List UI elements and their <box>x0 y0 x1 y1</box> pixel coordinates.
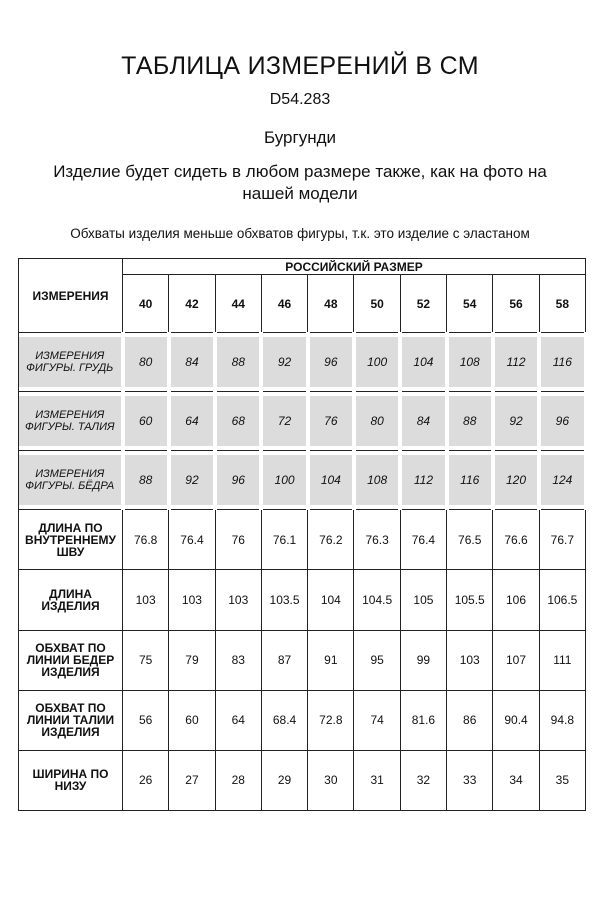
figure-measurement-row <box>19 451 586 510</box>
row-label: ИЗМЕРЕНИЯ ФИГУРЫ. ТАЛИЯ <box>19 392 123 451</box>
measurement-cell: 80 <box>123 333 169 392</box>
measurement-cell: 105.5 <box>447 570 493 630</box>
size-44: 44 <box>215 275 261 333</box>
measurement-cell: 96 <box>215 451 261 510</box>
measurement-cell: 76.1 <box>261 510 307 570</box>
measurement-cell: 32 <box>400 750 446 810</box>
measurement-cell: 76.6 <box>493 510 539 570</box>
measurement-cell: 68.4 <box>261 690 307 750</box>
measurement-cell: 90.4 <box>493 690 539 750</box>
measurement-cell: 116 <box>447 451 493 510</box>
row-label: ОБХВАТ ПО ЛИНИИ БЕДЕР ИЗДЕЛИЯ <box>19 630 123 690</box>
size-52: 52 <box>400 275 446 333</box>
measurement-cell: 104.5 <box>354 570 400 630</box>
garment-measurement-row <box>19 750 586 810</box>
measurement-cell: 60 <box>123 392 169 451</box>
measurement-cell: 84 <box>400 392 446 451</box>
measurement-cell: 120 <box>493 451 539 510</box>
measurement-cell: 76.5 <box>447 510 493 570</box>
measurement-cell: 76.7 <box>539 510 585 570</box>
row-label: ИЗМЕРЕНИЯ ФИГУРЫ. БЁДРА <box>19 451 123 510</box>
measurement-cell: 68 <box>215 392 261 451</box>
size-46: 46 <box>261 275 307 333</box>
measurement-cell: 96 <box>308 333 354 392</box>
measurement-cell: 76.4 <box>400 510 446 570</box>
measurement-cell: 29 <box>261 750 307 810</box>
measurement-cell: 94.8 <box>539 690 585 750</box>
garment-measurement-row <box>19 570 586 630</box>
measurement-cell: 26 <box>123 750 169 810</box>
measurement-cell: 104 <box>308 451 354 510</box>
measurement-cell: 56 <box>123 690 169 750</box>
measurement-cell: 76.2 <box>308 510 354 570</box>
size-table <box>18 258 588 811</box>
measurement-cell: 103 <box>123 570 169 630</box>
measurement-cell: 92 <box>261 333 307 392</box>
row-label: ОБХВАТ ПО ЛИНИИ ТАЛИИ ИЗДЕЛИЯ <box>19 690 123 750</box>
measurement-cell: 88 <box>215 333 261 392</box>
measurement-cell: 106 <box>493 570 539 630</box>
size-48: 48 <box>308 275 354 333</box>
size-42: 42 <box>169 275 215 333</box>
measurement-cell: 79 <box>169 630 215 690</box>
measurement-cell: 108 <box>354 451 400 510</box>
measurement-cell: 35 <box>539 750 585 810</box>
figure-measurement-row <box>19 392 586 451</box>
measurement-cell: 27 <box>169 750 215 810</box>
measurement-cell: 100 <box>261 451 307 510</box>
measurement-cell: 88 <box>123 451 169 510</box>
measurement-cell: 64 <box>169 392 215 451</box>
measurement-cell: 91 <box>308 630 354 690</box>
size-58: 58 <box>539 275 585 333</box>
measurement-cell: 83 <box>215 630 261 690</box>
measurement-cell: 104 <box>400 333 446 392</box>
measurement-cell: 92 <box>493 392 539 451</box>
measurement-cell: 87 <box>261 630 307 690</box>
measurement-cell: 75 <box>123 630 169 690</box>
garment-measurement-row <box>19 690 586 750</box>
measurement-cell: 95 <box>354 630 400 690</box>
measurement-cell: 106.5 <box>539 570 585 630</box>
measurement-cell: 112 <box>493 333 539 392</box>
measurement-cell: 88 <box>447 392 493 451</box>
size-50: 50 <box>354 275 400 333</box>
stretch-note: Обхваты изделия меньше обхватов фигуры, т.к. это изделие с эластаном <box>70 226 530 241</box>
row-label: ШИРИНА ПО НИЗУ <box>19 750 123 810</box>
measurement-cell: 86 <box>447 690 493 750</box>
measurement-cell: 72 <box>261 392 307 451</box>
measurement-cell: 64 <box>215 690 261 750</box>
fit-note: Изделие будет сидеть в любом размере также, как на фото на нашей модели <box>53 162 547 203</box>
measurement-cell: 105 <box>400 570 446 630</box>
measurement-cell: 116 <box>539 333 585 392</box>
measurement-cell: 74 <box>354 690 400 750</box>
measurement-cell: 80 <box>354 392 400 451</box>
measurement-cell: 34 <box>493 750 539 810</box>
figure-measurement-row <box>19 333 586 392</box>
measurement-cell: 96 <box>539 392 585 451</box>
measurement-cell: 31 <box>354 750 400 810</box>
page-title: ТАБЛИЦА ИЗМЕРЕНИЙ В СМ <box>121 52 479 80</box>
measurement-cell: 72.8 <box>308 690 354 750</box>
measurement-cell: 76.4 <box>169 510 215 570</box>
measurement-cell: 104 <box>308 570 354 630</box>
garment-measurement-row <box>19 510 586 570</box>
measurement-cell: 108 <box>447 333 493 392</box>
size-56: 56 <box>493 275 539 333</box>
measurement-cell: 103.5 <box>261 570 307 630</box>
measurement-cell: 76 <box>308 392 354 451</box>
measurement-cell: 99 <box>400 630 446 690</box>
measurement-cell: 100 <box>354 333 400 392</box>
measurement-cell: 30 <box>308 750 354 810</box>
corner-label: ИЗМЕРЕНИЯ <box>19 259 123 333</box>
measurement-cell: 28 <box>215 750 261 810</box>
measurement-cell: 92 <box>169 451 215 510</box>
measurement-cell: 112 <box>400 451 446 510</box>
measurement-cell: 33 <box>447 750 493 810</box>
measurement-cell: 103 <box>215 570 261 630</box>
garment-measurement-row <box>19 630 586 690</box>
measurement-cell: 76.8 <box>123 510 169 570</box>
product-code: D54.283 <box>269 91 331 108</box>
measurement-cell: 111 <box>539 630 585 690</box>
measurement-cell: 103 <box>447 630 493 690</box>
russian-size-header: РОССИЙСКИЙ РАЗМЕР <box>123 259 586 275</box>
size-54: 54 <box>447 275 493 333</box>
row-label: ДЛИНА ИЗДЕЛИЯ <box>19 570 123 630</box>
measurement-cell: 60 <box>169 690 215 750</box>
measurement-cell: 76 <box>215 510 261 570</box>
measurement-cell: 84 <box>169 333 215 392</box>
size-40: 40 <box>123 275 169 333</box>
row-label: ДЛИНА ПО ВНУТРЕННЕМУ ШВУ <box>19 510 123 570</box>
row-label: ИЗМЕРЕНИЯ ФИГУРЫ. ГРУДЬ <box>19 333 123 392</box>
measurement-cell: 124 <box>539 451 585 510</box>
measurement-cell: 81.6 <box>400 690 446 750</box>
measurement-cell: 107 <box>493 630 539 690</box>
measurement-cell: 103 <box>169 570 215 630</box>
product-color: Бургунди <box>263 128 337 147</box>
measurement-cell: 76.3 <box>354 510 400 570</box>
